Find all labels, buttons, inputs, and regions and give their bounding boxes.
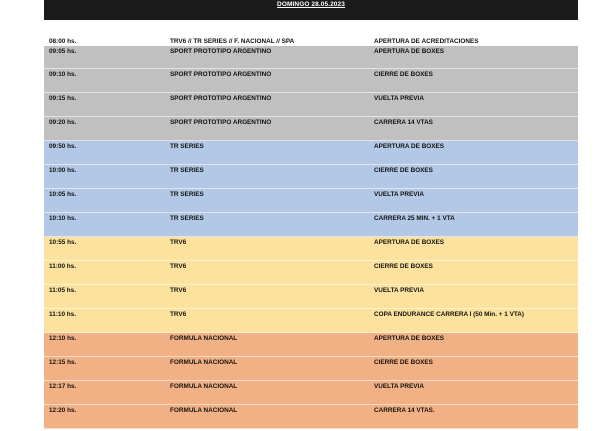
activity-cell: APERTURA DE BOXES (374, 239, 445, 246)
schedule-row (44, 381, 578, 405)
activity-cell: COPA ENDURANCE CARRERA I (50 Min. + 1 VTA) (374, 311, 525, 318)
time-cell: 09:05 hs. (49, 48, 77, 55)
activity-cell: CIERRE DE BOXES (374, 359, 433, 366)
schedule-row (44, 333, 578, 357)
schedule-row (44, 117, 578, 141)
category-cell: TRV6 (170, 287, 187, 294)
category-cell: TR SERIES (170, 143, 204, 150)
time-cell: 12:17 hs. (49, 383, 77, 390)
intro-time: 08:00 hs. (49, 38, 77, 45)
activity-cell: CARRERA 14 VTAS (374, 119, 433, 126)
schedule-row (44, 237, 578, 261)
time-cell: 10:10 hs. (49, 215, 77, 222)
time-cell: 09:15 hs. (49, 95, 77, 102)
time-cell: 09:10 hs. (49, 71, 77, 78)
schedule-row (44, 165, 578, 189)
activity-cell: VUELTA PREVIA (374, 287, 424, 294)
schedule-row (44, 141, 578, 165)
schedule-row (44, 46, 578, 69)
schedule-row (44, 93, 578, 117)
category-cell: SPORT PROTOTIPO ARGENTINO (170, 71, 272, 78)
activity-cell: VUELTA PREVIA (374, 191, 424, 198)
time-cell: 10:55 hs. (49, 239, 77, 246)
schedule-row (44, 285, 578, 309)
time-cell: 09:50 hs. (49, 143, 77, 150)
time-cell: 12:20 hs. (49, 407, 77, 414)
category-cell: SPORT PROTOTIPO ARGENTINO (170, 48, 272, 55)
activity-cell: CIERRE DE BOXES (374, 71, 433, 78)
schedule-row (44, 69, 578, 93)
schedule-date: DOMINGO 28.05.2023 (277, 1, 345, 8)
schedule-table (44, 38, 578, 429)
category-cell: SPORT PROTOTIPO ARGENTINO (170, 95, 272, 102)
category-cell: SPORT PROTOTIPO ARGENTINO (170, 119, 272, 126)
activity-cell: CARRERA 14 VTAS. (374, 407, 435, 414)
header-bar (44, 0, 578, 20)
category-cell: TR SERIES (170, 167, 204, 174)
category-cell: TRV6 (170, 239, 187, 246)
time-cell: 10:00 hs. (49, 167, 77, 174)
time-cell: 11:05 hs. (49, 287, 77, 294)
schedule-row (44, 189, 578, 213)
time-cell: 12:15 hs. (49, 359, 77, 366)
schedule-row (44, 357, 578, 381)
category-cell: FORMULA NACIONAL (170, 359, 238, 366)
category-cell: FORMULA NACIONAL (170, 383, 238, 390)
schedule-row (44, 213, 578, 237)
time-cell: 09:20 hs. (49, 119, 77, 126)
intro-row (44, 38, 578, 46)
schedule-row (44, 309, 578, 333)
activity-cell: CIERRE DE BOXES (374, 167, 433, 174)
activity-cell: CIERRE DE BOXES (374, 263, 433, 270)
time-cell: 11:10 hs. (49, 311, 77, 318)
category-cell: FORMULA NACIONAL (170, 407, 238, 414)
category-cell: TR SERIES (170, 215, 204, 222)
activity-cell: APERTURA DE BOXES (374, 48, 445, 55)
category-cell: TRV6 (170, 263, 187, 270)
time-cell: 11:00 hs. (49, 263, 77, 270)
time-cell: 12:10 hs. (49, 335, 77, 342)
time-cell: 10:05 hs. (49, 191, 77, 198)
activity-cell: VUELTA PREVIA (374, 383, 424, 390)
activity-cell: APERTURA DE BOXES (374, 335, 445, 342)
category-cell: FORMULA NACIONAL (170, 335, 238, 342)
activity-cell: APERTURA DE BOXES (374, 143, 445, 150)
intro-category: TRV6 // TR SERIES // F. NACIONAL // SPA (170, 38, 295, 45)
activity-cell: CARRERA 25 MIN. + 1 VTA (374, 215, 455, 222)
intro-activity: APERTURA DE ACREDITACIONES (374, 38, 479, 45)
schedule-row (44, 405, 578, 429)
schedule-row (44, 261, 578, 285)
activity-cell: VUELTA PREVIA (374, 95, 424, 102)
category-cell: TRV6 (170, 311, 187, 318)
category-cell: TR SERIES (170, 191, 204, 198)
